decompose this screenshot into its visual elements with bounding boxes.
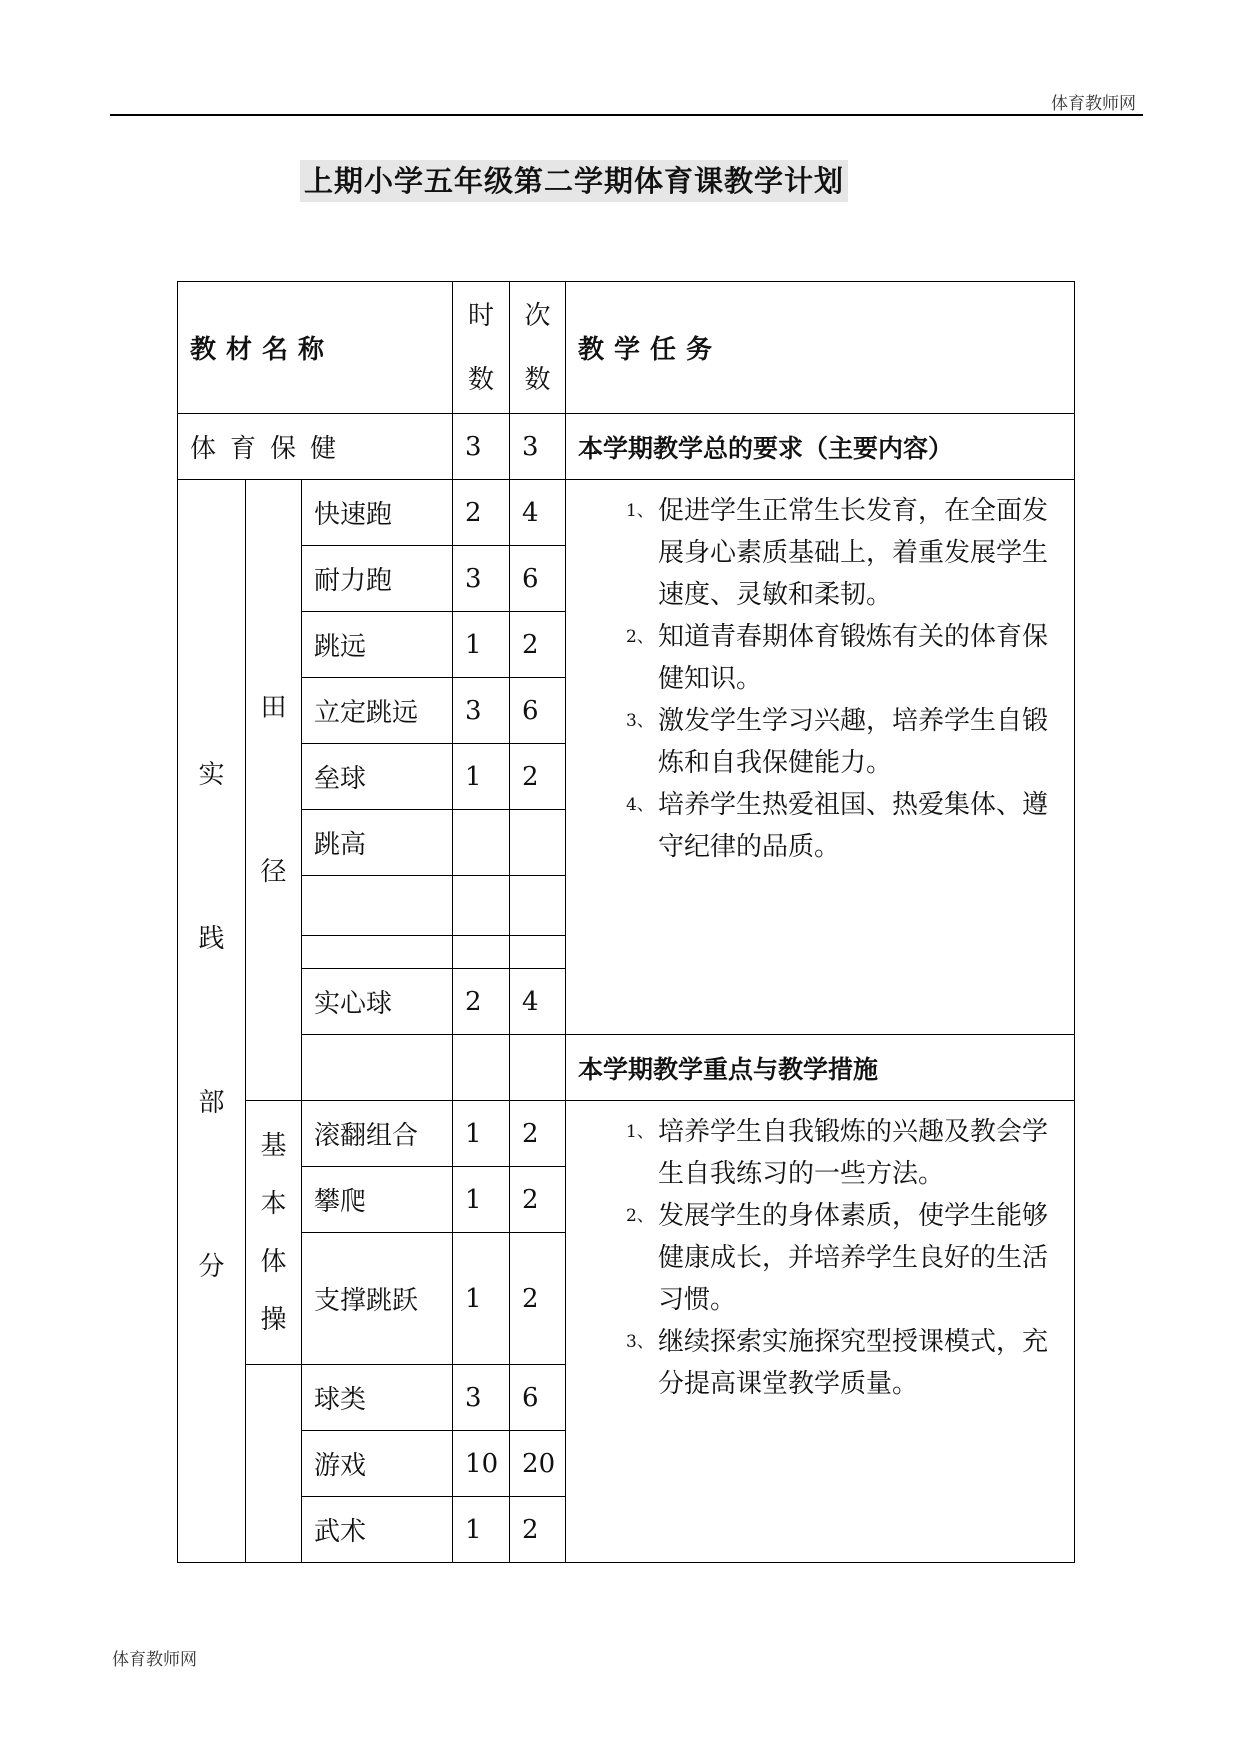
header-teaching-task: 教学任务 (566, 282, 1075, 414)
track-item-hours (453, 936, 510, 969)
track-item-times: 4 (510, 969, 566, 1035)
track-item-hours: 1 (453, 744, 510, 810)
gym-item-times: 2 (510, 1233, 566, 1365)
focus-list-cell (566, 1101, 1075, 1563)
table-row (178, 1101, 1075, 1167)
gym-item-name: 支撑跳跃 (302, 1233, 453, 1365)
track-item-empty (302, 1035, 453, 1101)
list-item (576, 1111, 1064, 1195)
other-item-times: 2 (510, 1497, 566, 1563)
gym-item-name: 攀爬 (302, 1167, 453, 1233)
other-item-times: 6 (510, 1365, 566, 1431)
track-item-times: 6 (510, 546, 566, 612)
gym-item-hours: 1 (453, 1167, 510, 1233)
list-item (576, 784, 1064, 868)
teaching-plan-table (177, 281, 1075, 1563)
list-item (576, 1321, 1064, 1405)
list-item (576, 616, 1064, 700)
track-item-name (302, 876, 453, 936)
page-title: 上期小学五年级第二学期体育课教学计划 (300, 160, 848, 202)
track-item-times (510, 876, 566, 936)
track-item-name: 耐力跑 (302, 546, 453, 612)
track-item-hours: 3 (453, 546, 510, 612)
list-index: 4、 (626, 795, 654, 815)
list-item (576, 490, 1064, 616)
practice-label-char: 部 (198, 1088, 225, 1118)
table-header-row (178, 282, 1075, 414)
requirements-list (576, 490, 1064, 868)
gym-label-char: 基 (260, 1130, 287, 1161)
gym-item-times: 2 (510, 1167, 566, 1233)
track-item-hours (453, 810, 510, 876)
track-item-name: 立定跳远 (302, 678, 453, 744)
track-item-times (510, 810, 566, 876)
track-item-empty-times (510, 1035, 566, 1101)
table-row (178, 480, 1075, 546)
requirements-title: 本学期教学总的要求（主要内容） (566, 414, 1075, 480)
list-item-text: 促进学生正常生长发育，在全面发展身心素质基础上，着重发展学生速度、灵敏和柔韧。 (658, 496, 1049, 610)
track-label-char: 田 (260, 693, 287, 723)
track-item-hours (453, 876, 510, 936)
list-index: 2、 (626, 627, 654, 647)
practice-label-char: 实 (198, 760, 225, 790)
track-section-label (246, 480, 302, 1101)
practice-section-label (178, 480, 246, 1563)
header-hours-char-2: 数 (468, 364, 495, 395)
track-item-name: 跳高 (302, 810, 453, 876)
track-item-times: 6 (510, 678, 566, 744)
table-row (178, 1035, 1075, 1101)
header-site-name: 体育教师网 (1051, 94, 1136, 114)
focus-title: 本学期教学重点与教学措施 (566, 1035, 1075, 1101)
track-item-times: 2 (510, 612, 566, 678)
health-times: 3 (510, 414, 566, 480)
header-divider (110, 114, 1143, 116)
track-label-char: 径 (260, 857, 287, 887)
gym-label-char: 操 (260, 1304, 287, 1335)
track-item-name: 跳远 (302, 612, 453, 678)
practice-label-char: 践 (198, 924, 225, 954)
other-item-times: 20 (510, 1431, 566, 1497)
list-item (576, 1195, 1064, 1321)
gym-item-hours: 1 (453, 1233, 510, 1365)
track-item-name: 垒球 (302, 744, 453, 810)
header-hours (453, 282, 510, 414)
track-item-hours: 1 (453, 612, 510, 678)
table-row-health (178, 414, 1075, 480)
list-index: 2、 (626, 1206, 654, 1226)
list-item-text: 激发学生学习兴趣，培养学生自锻炼和自我保健能力。 (658, 706, 1049, 778)
focus-list (576, 1111, 1064, 1405)
header-times (510, 282, 566, 414)
list-item-text: 发展学生的身体素质，使学生能够健康成长，并培养学生良好的生活习惯。 (658, 1201, 1049, 1315)
list-index: 3、 (626, 711, 654, 731)
header-hours-char-1: 时 (468, 300, 495, 331)
header-times-char-2: 数 (524, 364, 551, 395)
track-item-hours: 2 (453, 969, 510, 1035)
list-index: 1、 (626, 501, 654, 521)
list-item (576, 700, 1064, 784)
list-item-text: 继续探索实施探究型授课模式，充分提高课堂教学质量。 (658, 1327, 1049, 1399)
track-item-empty-hours (453, 1035, 510, 1101)
health-label: 体育保健 (178, 414, 453, 480)
list-index: 3、 (626, 1332, 654, 1352)
gym-item-name: 滚翻组合 (302, 1101, 453, 1167)
practice-label-char: 分 (198, 1252, 225, 1282)
other-item-name: 球类 (302, 1365, 453, 1431)
list-item-text: 知道青春期体育锻炼有关的体育保健知识。 (658, 622, 1049, 694)
other-item-hours: 1 (453, 1497, 510, 1563)
track-item-times: 2 (510, 744, 566, 810)
header-material-name: 教材名称 (178, 282, 453, 414)
list-index: 1、 (626, 1122, 654, 1142)
track-item-name: 实心球 (302, 969, 453, 1035)
footer-site-name: 体育教师网 (112, 1650, 197, 1670)
other-item-hours: 3 (453, 1365, 510, 1431)
other-item-hours: 10 (453, 1431, 510, 1497)
track-item-hours: 3 (453, 678, 510, 744)
other-item-name: 游戏 (302, 1431, 453, 1497)
header-times-char-1: 次 (524, 300, 551, 331)
other-item-name: 武术 (302, 1497, 453, 1563)
track-item-name: 快速跑 (302, 480, 453, 546)
gym-label-char: 体 (260, 1246, 287, 1277)
track-item-name (302, 936, 453, 969)
requirements-list-cell (566, 480, 1075, 1035)
list-item-text: 培养学生自我锻炼的兴趣及教会学生自我练习的一些方法。 (658, 1117, 1049, 1189)
track-item-times (510, 936, 566, 969)
gym-section-label (246, 1101, 302, 1365)
health-hours: 3 (453, 414, 510, 480)
other-section-label (246, 1365, 302, 1563)
gym-item-times: 2 (510, 1101, 566, 1167)
gym-item-hours: 1 (453, 1101, 510, 1167)
gym-label-char: 本 (260, 1188, 287, 1219)
list-item-text: 培养学生热爱祖国、热爱集体、遵守纪律的品质。 (658, 790, 1049, 862)
track-item-times: 4 (510, 480, 566, 546)
track-item-hours: 2 (453, 480, 510, 546)
